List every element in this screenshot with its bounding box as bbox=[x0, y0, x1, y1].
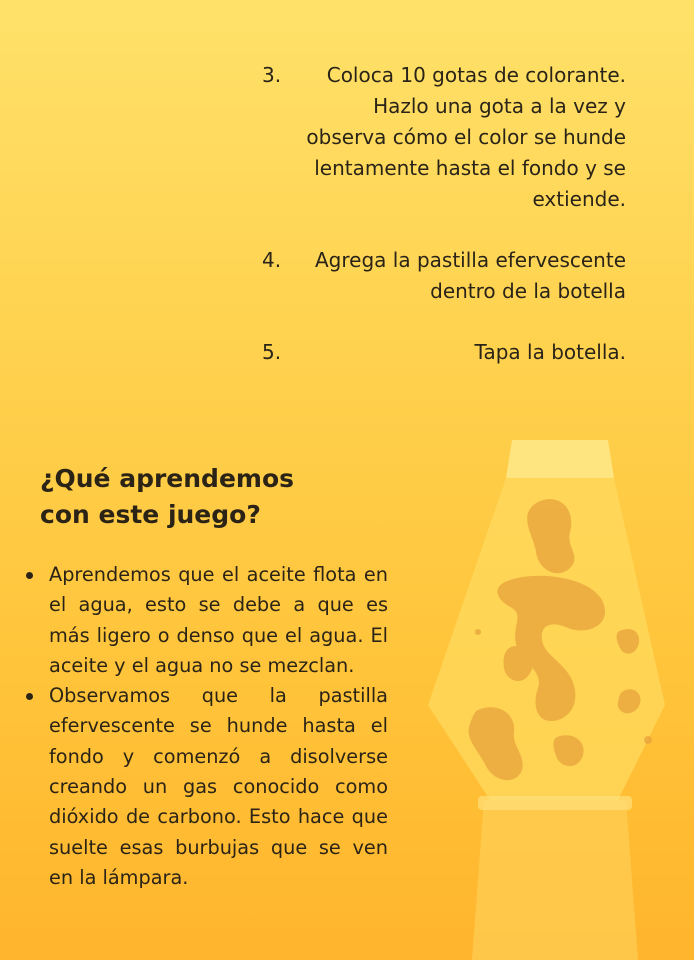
bullet-item bbox=[22, 681, 388, 893]
bullet-text: Observamos que la pastilla efervescente se hunde hasta el fondo y comenzó a disolverse creando un gas conocido como dióxido de carbono. Esto hace que suelte esas burbujas que se ven en la lámpara. bbox=[49, 684, 388, 889]
lamp-base bbox=[472, 800, 638, 960]
step-number: 5. bbox=[262, 340, 282, 364]
step-text: Tapa la botella. bbox=[474, 340, 626, 364]
step-item bbox=[262, 337, 626, 368]
step-number: 4. bbox=[262, 248, 282, 272]
lamp-base-band bbox=[478, 796, 632, 810]
bullet-dot-icon bbox=[26, 572, 33, 579]
step-item bbox=[262, 60, 626, 215]
bullet-item bbox=[22, 560, 388, 681]
bullet-list bbox=[22, 560, 388, 893]
bullet-text: Aprendemos que el aceite flota en el agua, esto se debe a que es más ligero o denso que el agua. El aceite y el agua no se mezclan. bbox=[49, 563, 388, 677]
bullet-dot-icon bbox=[26, 693, 33, 700]
step-text: Agrega la pastilla efervescente dentro de la botella bbox=[315, 248, 626, 303]
step-item bbox=[262, 245, 626, 307]
steps-list bbox=[262, 60, 626, 398]
section-title: ¿Qué aprendemos con este juego? bbox=[40, 464, 295, 529]
step-number: 3. bbox=[262, 63, 282, 87]
lava-lamp-icon bbox=[420, 440, 670, 960]
step-text: Coloca 10 gotas de colorante. Hazlo una gota a la vez y observa cómo el color se hunde lentamente hasta el fondo y se extiende. bbox=[306, 63, 626, 211]
lamp-cap bbox=[506, 440, 614, 478]
